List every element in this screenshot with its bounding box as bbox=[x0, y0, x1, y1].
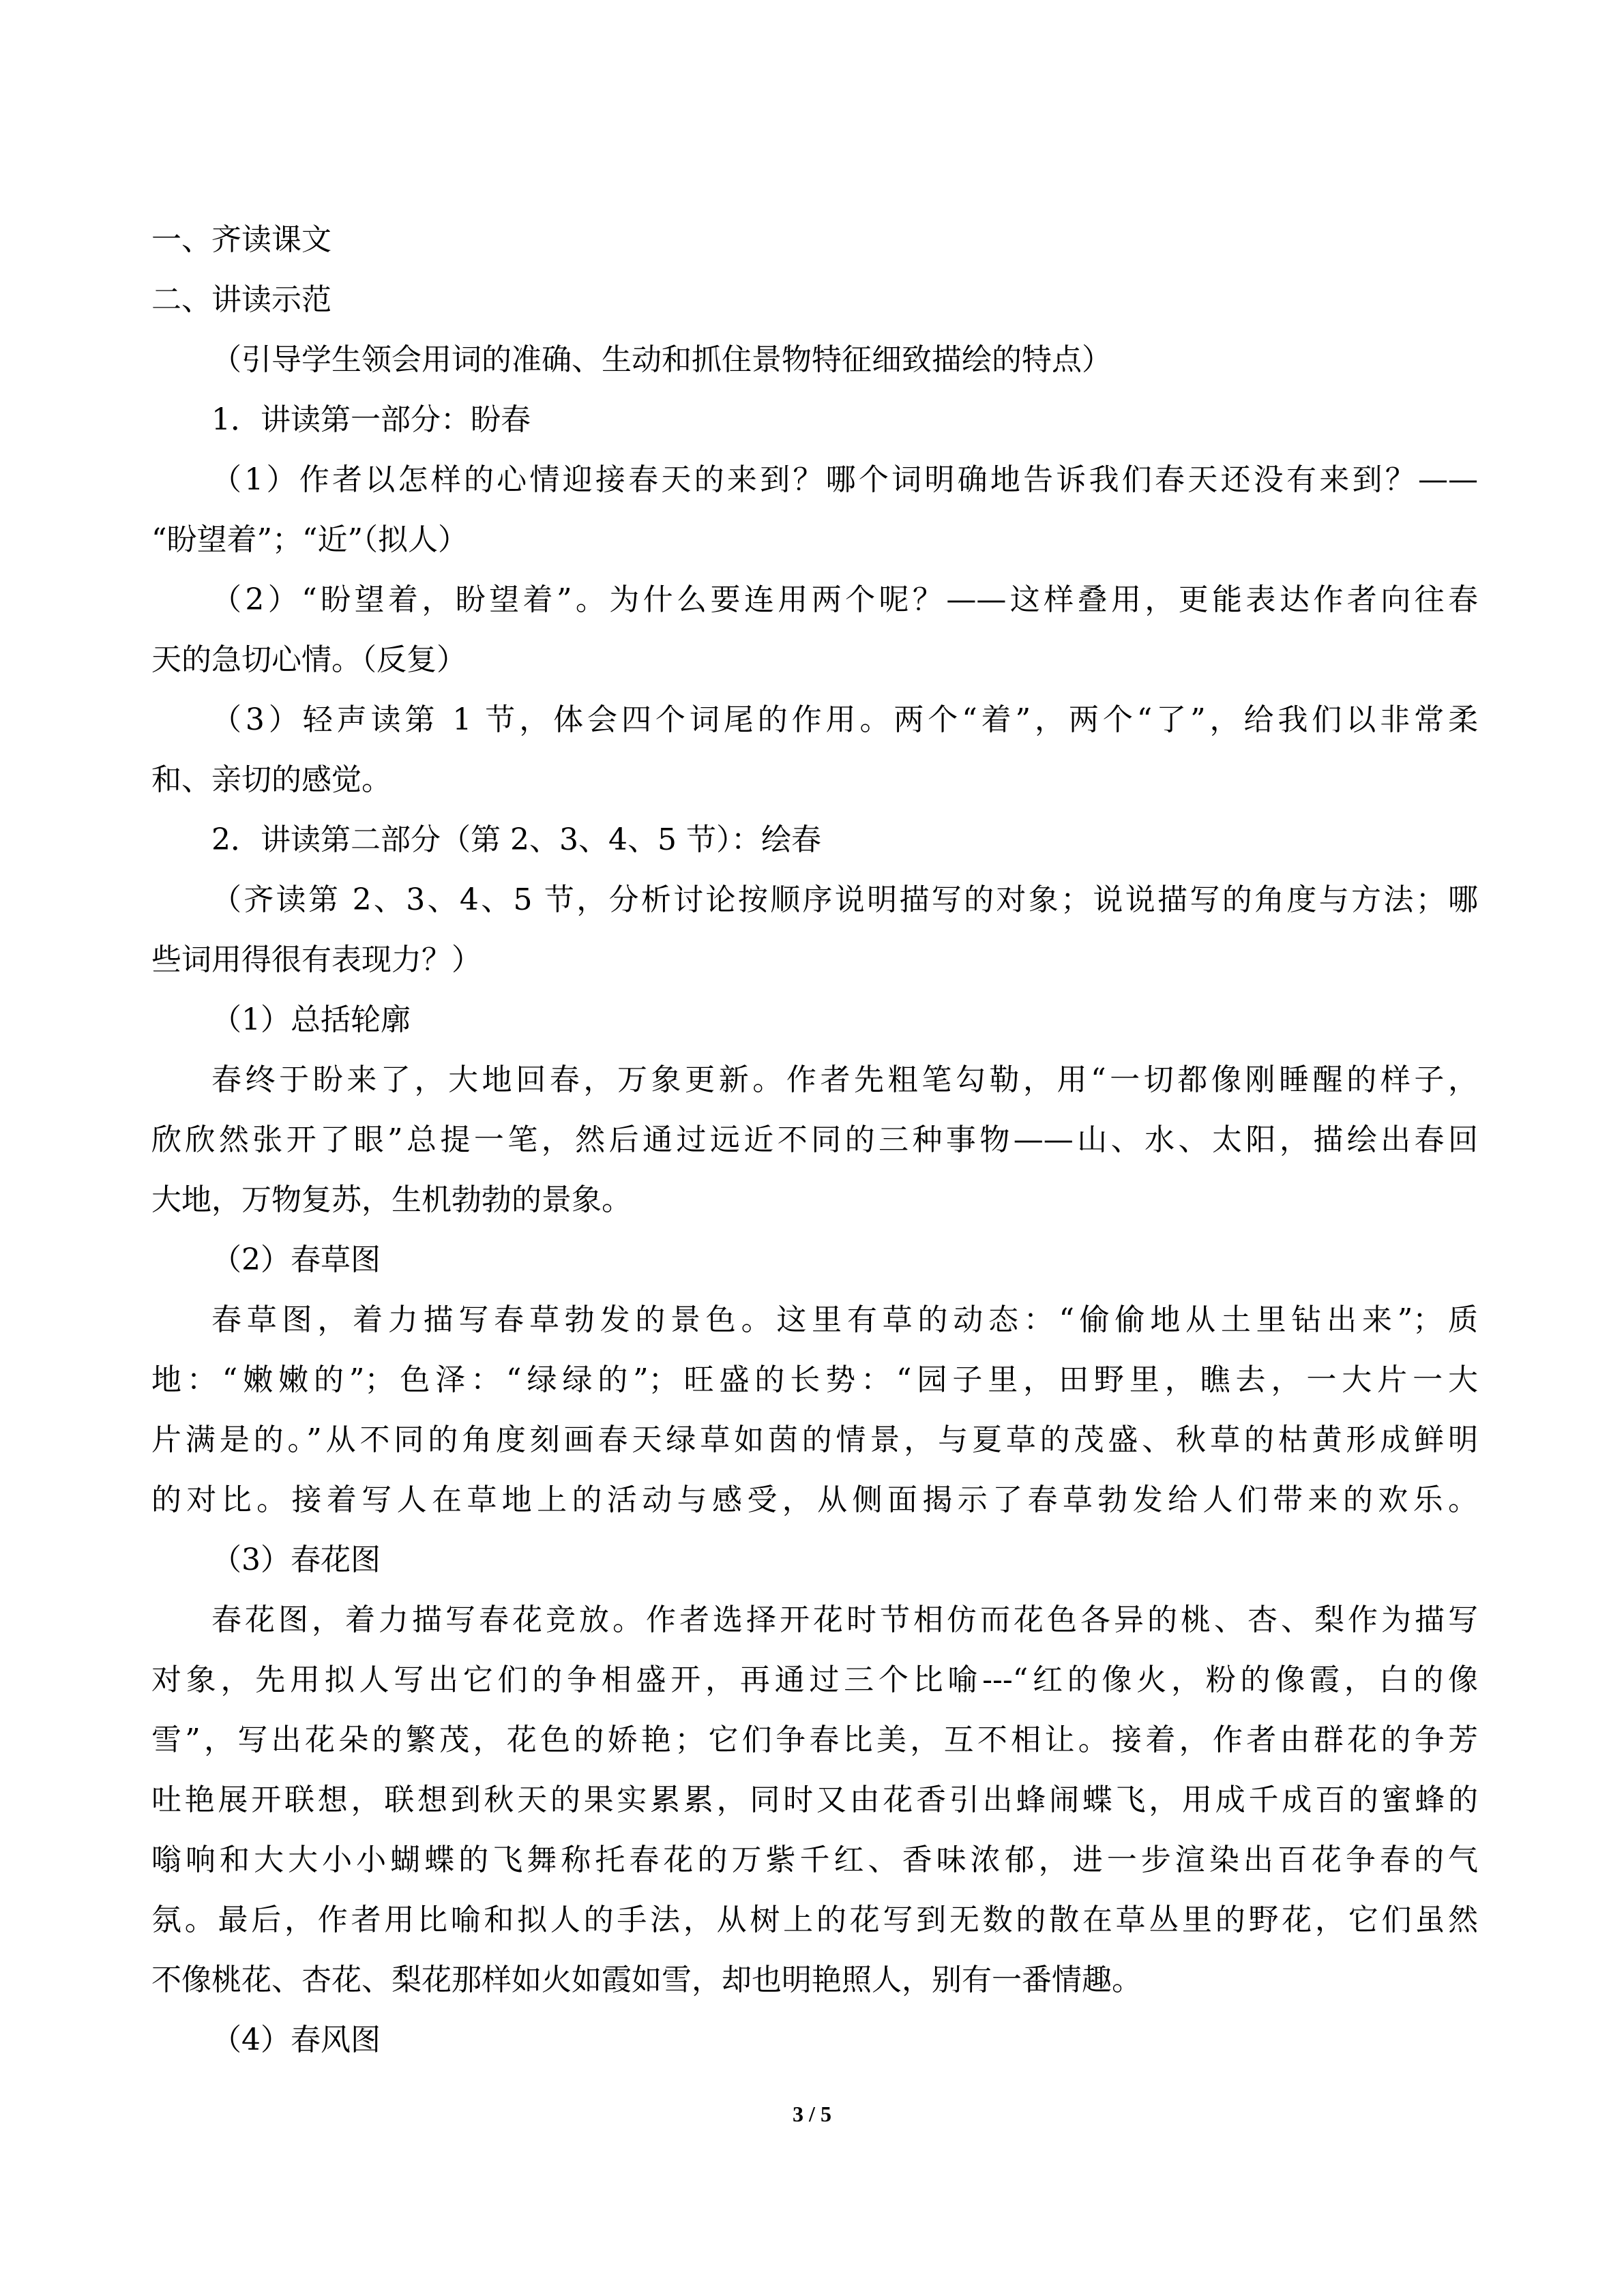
text-line: （1）总括轮廓 bbox=[211, 1002, 411, 1037]
text-line: （3）轻声读第 1 节，体会四个词尾的作用。两个“着”，两个“了”，给我们以非常柔 bbox=[211, 702, 1478, 737]
text-line: 些词用得很有表现力？） bbox=[151, 942, 482, 977]
text-line: 2．讲读第二部分（第 2、3、4、5 节）：绘春 bbox=[211, 822, 821, 857]
text-line: 不像桃花、杏花、梨花那样如火如霞如雪，却也明艳照人，别有一番情趣。 bbox=[151, 1963, 1142, 1997]
text-line: “盼望着”；“近”（拟人） bbox=[151, 522, 468, 557]
text-line: 春花图，着力描写春花竞放。作者选择开花时节相仿而花色各异的桃、杏、梨作为描写 bbox=[211, 1602, 1478, 1637]
text-line: 的对比。接着写人在草地上的活动与感受，从侧面揭示了春草勃发给人们带来的欢乐。 bbox=[151, 1482, 1478, 1517]
text-line: 对象，先用拟人写出它们的争相盛开，再通过三个比喻---“红的像火，粉的像霞，白的像 bbox=[151, 1663, 1478, 1697]
text-line: 大地，万物复苏，生机勃勃的景象。 bbox=[151, 1182, 632, 1217]
text-line: 天的急切心情。（反复） bbox=[151, 642, 467, 677]
text-line: 片满是的。”从不同的角度刻画春天绿草如茵的情景，与夏草的茂盛、秋草的枯黄形成鲜明 bbox=[151, 1422, 1478, 1457]
text-line: 欣欣然张开了眼”总提一笔，然后通过远近不同的三种事物——山、水、太阳，描绘出春回 bbox=[151, 1122, 1478, 1157]
text-line: （2）春草图 bbox=[211, 1242, 381, 1277]
text-line: 氛。最后，作者用比喻和拟人的手法，从树上的花写到无数的散在草丛里的野花，它们虽然 bbox=[151, 1903, 1478, 1937]
text-line: 二、讲读示范 bbox=[151, 282, 331, 317]
text-line: 春终于盼来了，大地回春，万象更新。作者先粗笔勾勒，用“一切都像刚睡醒的样子， bbox=[211, 1062, 1478, 1097]
text-line: 吐艳展开联想，联想到秋天的果实累累，同时又由花香引出蜂闹蝶飞，用成千成百的蜜蜂的 bbox=[151, 1783, 1478, 1817]
text-line: （3）春花图 bbox=[211, 1542, 381, 1577]
text-line: 地：“嫩嫩的”；色泽：“绿绿的”；旺盛的长势：“园子里，田野里，瞧去，一大片一大 bbox=[151, 1362, 1478, 1397]
text-line: （引导学生领会用词的准确、生动和抓住景物特征细致描绘的特点） bbox=[211, 342, 1112, 377]
text-line: （1）作者以怎样的心情迎接春天的来到？哪个词明确地告诉我们春天还没有来到？—— bbox=[211, 462, 1478, 497]
text-line: 和、亲切的感觉。 bbox=[151, 762, 392, 797]
text-line: （4）春风图 bbox=[211, 2023, 381, 2057]
text-line: 1．讲读第一部分：盼春 bbox=[211, 402, 531, 437]
page-number: 3 / 5 bbox=[793, 2102, 831, 2126]
text-line: 一、齐读课文 bbox=[151, 222, 331, 257]
document-body bbox=[151, 210, 1478, 2070]
text-line: 嗡响和大大小小蝴蝶的飞舞称托春花的万紫千红、香味浓郁，进一步渲染出百花争春的气 bbox=[151, 1843, 1478, 1877]
text-line: 雪”，写出花朵的繁茂，花色的娇艳；它们争春比美，互不相让。接着，作者由群花的争芳 bbox=[151, 1723, 1478, 1757]
text-line: （2）“盼望着，盼望着”。为什么要连用两个呢？——这样叠用，更能表达作者向往春 bbox=[211, 582, 1478, 617]
text-line: 春草图，着力描写春草勃发的景色。这里有草的动态：“偷偷地从土里钻出来”；质 bbox=[211, 1302, 1478, 1337]
text-line: （齐读第 2、3、4、5 节，分析讨论按顺序说明描写的对象；说说描写的角度与方法；哪 bbox=[211, 882, 1478, 917]
